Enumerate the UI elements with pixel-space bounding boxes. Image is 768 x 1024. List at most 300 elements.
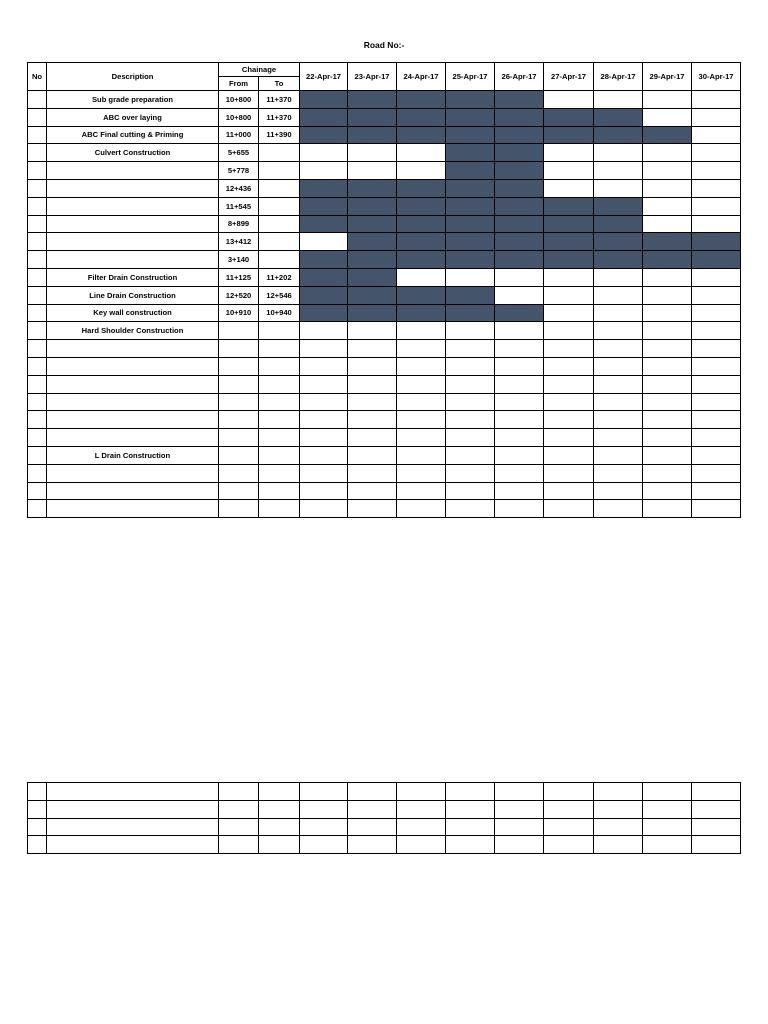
- schedule-filled-cell: [300, 197, 348, 215]
- schedule-filled-cell: [692, 251, 741, 269]
- row-to-cell: [259, 340, 300, 358]
- schedule-filled-cell: [594, 233, 643, 251]
- row-description-cell: ABC over laying: [47, 108, 219, 126]
- table-row: [28, 500, 741, 518]
- schedule-filled-cell: [300, 268, 348, 286]
- schedule-empty-cell: [495, 375, 544, 393]
- schedule-empty-cell: [495, 836, 544, 854]
- schedule-filled-cell: [495, 179, 544, 197]
- schedule-empty-cell: [446, 375, 495, 393]
- schedule-empty-cell: [544, 482, 594, 500]
- row-description-cell: Key wall construction: [47, 304, 219, 322]
- row-no-cell: [28, 251, 47, 269]
- schedule-filled-cell: [348, 215, 397, 233]
- schedule-empty-cell: [397, 144, 446, 162]
- schedule-empty-cell: [495, 286, 544, 304]
- table-row: [28, 446, 741, 464]
- schedule-empty-cell: [544, 162, 594, 180]
- schedule-empty-cell: [397, 393, 446, 411]
- row-from-cell: [219, 818, 259, 836]
- schedule-empty-cell: [446, 357, 495, 375]
- table-row: [28, 393, 741, 411]
- schedule-filled-cell: [495, 108, 544, 126]
- schedule-empty-cell: [594, 482, 643, 500]
- row-description-cell: [47, 340, 219, 358]
- schedule-empty-cell: [446, 429, 495, 447]
- schedule-empty-cell: [348, 818, 397, 836]
- row-description-cell: [47, 783, 219, 801]
- schedule-empty-cell: [495, 446, 544, 464]
- schedule-filled-cell: [348, 197, 397, 215]
- table-row: [28, 286, 741, 304]
- schedule-empty-cell: [692, 215, 741, 233]
- row-to-cell: [259, 800, 300, 818]
- schedule-empty-cell: [397, 500, 446, 518]
- row-no-cell: [28, 179, 47, 197]
- row-from-cell: [219, 375, 259, 393]
- schedule-empty-cell: [446, 783, 495, 801]
- row-no-cell: [28, 429, 47, 447]
- schedule-filled-cell: [594, 215, 643, 233]
- table-row: [28, 836, 741, 854]
- row-from-cell: 10+800: [219, 108, 259, 126]
- schedule-filled-cell: [495, 162, 544, 180]
- schedule-empty-cell: [692, 286, 741, 304]
- schedule-empty-cell: [495, 322, 544, 340]
- schedule-empty-cell: [643, 800, 692, 818]
- row-to-cell: 11+370: [259, 108, 300, 126]
- schedule-filled-cell: [446, 304, 495, 322]
- schedule-empty-cell: [544, 268, 594, 286]
- schedule-empty-cell: [692, 91, 741, 109]
- schedule-filled-cell: [300, 126, 348, 144]
- schedule-empty-cell: [300, 393, 348, 411]
- schedule-empty-cell: [300, 800, 348, 818]
- table-row: [28, 340, 741, 358]
- table-row: [28, 179, 741, 197]
- schedule-empty-cell: [495, 464, 544, 482]
- schedule-empty-cell: [544, 818, 594, 836]
- schedule-empty-cell: [300, 482, 348, 500]
- schedule-empty-cell: [594, 783, 643, 801]
- row-no-cell: [28, 411, 47, 429]
- row-no-cell: [28, 464, 47, 482]
- schedule-empty-cell: [594, 268, 643, 286]
- row-no-cell: [28, 375, 47, 393]
- schedule-empty-cell: [594, 91, 643, 109]
- schedule-filled-cell: [397, 108, 446, 126]
- schedule-filled-cell: [495, 144, 544, 162]
- row-no-cell: [28, 215, 47, 233]
- schedule-empty-cell: [692, 429, 741, 447]
- schedule-empty-cell: [544, 357, 594, 375]
- row-to-cell: [259, 197, 300, 215]
- schedule-filled-cell: [348, 268, 397, 286]
- schedule-filled-cell: [446, 197, 495, 215]
- row-description-cell: [47, 482, 219, 500]
- schedule-empty-cell: [643, 215, 692, 233]
- row-description-cell: [47, 357, 219, 375]
- row-to-cell: [259, 836, 300, 854]
- schedule-empty-cell: [397, 322, 446, 340]
- schedule-body: [28, 91, 741, 518]
- schedule-filled-cell: [348, 233, 397, 251]
- schedule-filled-cell: [544, 251, 594, 269]
- schedule-empty-cell: [495, 800, 544, 818]
- schedule-empty-cell: [594, 446, 643, 464]
- row-description-cell: [47, 464, 219, 482]
- schedule-filled-cell: [348, 126, 397, 144]
- schedule-empty-cell: [692, 375, 741, 393]
- row-no-cell: [28, 197, 47, 215]
- schedule-empty-cell: [594, 818, 643, 836]
- schedule-empty-cell: [348, 836, 397, 854]
- schedule-empty-cell: [397, 818, 446, 836]
- schedule-empty-cell: [643, 411, 692, 429]
- schedule-empty-cell: [643, 268, 692, 286]
- schedule-filled-cell: [397, 233, 446, 251]
- schedule-empty-cell: [544, 179, 594, 197]
- schedule-empty-cell: [300, 429, 348, 447]
- schedule-empty-cell: [397, 464, 446, 482]
- schedule-empty-cell: [300, 357, 348, 375]
- row-description-cell: Filter Drain Construction: [47, 268, 219, 286]
- schedule-empty-cell: [544, 144, 594, 162]
- row-description-cell: [47, 375, 219, 393]
- schedule-empty-cell: [594, 162, 643, 180]
- schedule-empty-cell: [594, 500, 643, 518]
- row-no-cell: [28, 286, 47, 304]
- schedule-empty-cell: [544, 429, 594, 447]
- row-no-cell: [28, 91, 47, 109]
- schedule-table: [27, 62, 741, 518]
- schedule-empty-cell: [643, 144, 692, 162]
- schedule-empty-cell: [397, 340, 446, 358]
- row-description-cell: [47, 179, 219, 197]
- row-description-cell: [47, 233, 219, 251]
- schedule-empty-cell: [348, 482, 397, 500]
- schedule-empty-cell: [300, 818, 348, 836]
- schedule-empty-cell: [300, 446, 348, 464]
- schedule-filled-cell: [348, 91, 397, 109]
- row-no-cell: [28, 818, 47, 836]
- schedule-empty-cell: [446, 464, 495, 482]
- row-to-cell: [259, 215, 300, 233]
- schedule-filled-cell: [446, 108, 495, 126]
- schedule-empty-cell: [692, 340, 741, 358]
- schedule-empty-cell: [643, 179, 692, 197]
- row-no-cell: [28, 162, 47, 180]
- schedule-filled-cell: [397, 179, 446, 197]
- schedule-empty-cell: [594, 464, 643, 482]
- row-description-cell: L Drain Construction: [47, 446, 219, 464]
- schedule-empty-cell: [544, 836, 594, 854]
- schedule-empty-cell: [348, 162, 397, 180]
- row-description-cell: [47, 818, 219, 836]
- schedule-filled-cell: [300, 108, 348, 126]
- table-row: [28, 162, 741, 180]
- schedule-empty-cell: [446, 393, 495, 411]
- schedule-empty-cell: [348, 800, 397, 818]
- schedule-empty-cell: [594, 322, 643, 340]
- schedule-empty-cell: [692, 162, 741, 180]
- table-row: [28, 197, 741, 215]
- row-from-cell: [219, 783, 259, 801]
- row-to-cell: [259, 322, 300, 340]
- row-from-cell: [219, 340, 259, 358]
- schedule-filled-cell: [348, 251, 397, 269]
- schedule-empty-cell: [348, 393, 397, 411]
- table-row: [28, 375, 741, 393]
- table-row: [28, 91, 741, 109]
- schedule-filled-cell: [594, 251, 643, 269]
- schedule-empty-cell: [692, 304, 741, 322]
- schedule-empty-cell: [692, 783, 741, 801]
- schedule-filled-cell: [643, 126, 692, 144]
- schedule-filled-cell: [300, 251, 348, 269]
- schedule-empty-cell: [594, 836, 643, 854]
- schedule-empty-cell: [397, 836, 446, 854]
- schedule-empty-cell: [643, 357, 692, 375]
- row-to-cell: [259, 144, 300, 162]
- schedule-empty-cell: [594, 429, 643, 447]
- schedule-empty-cell: [594, 340, 643, 358]
- schedule-empty-cell: [692, 357, 741, 375]
- row-from-cell: 10+910: [219, 304, 259, 322]
- row-description-cell: Sub grade preparation: [47, 91, 219, 109]
- schedule-empty-cell: [692, 197, 741, 215]
- row-from-cell: 11+000: [219, 126, 259, 144]
- schedule-empty-cell: [643, 464, 692, 482]
- row-to-cell: [259, 251, 300, 269]
- schedule-empty-cell: [446, 446, 495, 464]
- row-to-cell: [259, 783, 300, 801]
- schedule-filled-cell: [397, 91, 446, 109]
- schedule-empty-cell: [300, 322, 348, 340]
- header-description: Description: [47, 63, 219, 91]
- table-row: [28, 783, 741, 801]
- table-row: [28, 233, 741, 251]
- table-row: [28, 251, 741, 269]
- row-description-cell: [47, 197, 219, 215]
- row-description-cell: Culvert Construction: [47, 144, 219, 162]
- row-no-cell: [28, 800, 47, 818]
- blank-schedule-body: [28, 783, 741, 854]
- table-row: [28, 268, 741, 286]
- schedule-empty-cell: [544, 286, 594, 304]
- header-date: 30-Apr-17: [692, 63, 741, 91]
- row-to-cell: [259, 357, 300, 375]
- row-no-cell: [28, 357, 47, 375]
- row-from-cell: 3+140: [219, 251, 259, 269]
- row-no-cell: [28, 322, 47, 340]
- row-from-cell: 5+778: [219, 162, 259, 180]
- row-to-cell: [259, 179, 300, 197]
- schedule-filled-cell: [300, 215, 348, 233]
- schedule-filled-cell: [692, 233, 741, 251]
- schedule-empty-cell: [446, 818, 495, 836]
- row-no-cell: [28, 500, 47, 518]
- schedule-empty-cell: [643, 322, 692, 340]
- schedule-empty-cell: [643, 108, 692, 126]
- schedule-empty-cell: [643, 375, 692, 393]
- schedule-empty-cell: [397, 482, 446, 500]
- schedule-filled-cell: [348, 286, 397, 304]
- row-from-cell: 13+412: [219, 233, 259, 251]
- row-to-cell: [259, 393, 300, 411]
- schedule-empty-cell: [692, 322, 741, 340]
- schedule-empty-cell: [544, 411, 594, 429]
- row-from-cell: [219, 464, 259, 482]
- schedule-filled-cell: [495, 91, 544, 109]
- schedule-empty-cell: [594, 144, 643, 162]
- schedule-empty-cell: [643, 162, 692, 180]
- schedule-filled-cell: [544, 233, 594, 251]
- schedule-empty-cell: [348, 429, 397, 447]
- header-date: 26-Apr-17: [495, 63, 544, 91]
- schedule-filled-cell: [495, 304, 544, 322]
- schedule-empty-cell: [495, 393, 544, 411]
- schedule-filled-cell: [446, 126, 495, 144]
- schedule-filled-cell: [397, 197, 446, 215]
- row-no-cell: [28, 836, 47, 854]
- schedule-empty-cell: [692, 179, 741, 197]
- row-from-cell: 12+520: [219, 286, 259, 304]
- row-to-cell: 12+546: [259, 286, 300, 304]
- schedule-filled-cell: [397, 126, 446, 144]
- row-no-cell: [28, 233, 47, 251]
- schedule-empty-cell: [348, 322, 397, 340]
- row-from-cell: [219, 429, 259, 447]
- schedule-empty-cell: [594, 304, 643, 322]
- schedule-filled-cell: [544, 108, 594, 126]
- schedule-filled-cell: [300, 286, 348, 304]
- schedule-empty-cell: [692, 108, 741, 126]
- schedule-empty-cell: [544, 322, 594, 340]
- schedule-empty-cell: [495, 783, 544, 801]
- schedule-filled-cell: [348, 179, 397, 197]
- schedule-filled-cell: [300, 91, 348, 109]
- schedule-empty-cell: [300, 375, 348, 393]
- header-date: 29-Apr-17: [643, 63, 692, 91]
- row-to-cell: [259, 162, 300, 180]
- schedule-filled-cell: [300, 179, 348, 197]
- schedule-empty-cell: [348, 783, 397, 801]
- schedule-empty-cell: [643, 446, 692, 464]
- schedule-filled-cell: [495, 251, 544, 269]
- schedule-filled-cell: [594, 108, 643, 126]
- schedule-empty-cell: [495, 340, 544, 358]
- row-description-cell: Hard Shoulder Construction: [47, 322, 219, 340]
- schedule-empty-cell: [594, 375, 643, 393]
- schedule-empty-cell: [692, 393, 741, 411]
- schedule-empty-cell: [397, 375, 446, 393]
- table-row: [28, 429, 741, 447]
- row-description-cell: [47, 411, 219, 429]
- schedule-empty-cell: [692, 446, 741, 464]
- schedule-filled-cell: [397, 251, 446, 269]
- schedule-filled-cell: [495, 126, 544, 144]
- schedule-empty-cell: [692, 464, 741, 482]
- row-no-cell: [28, 783, 47, 801]
- row-to-cell: 11+390: [259, 126, 300, 144]
- row-description-cell: [47, 429, 219, 447]
- schedule-empty-cell: [495, 429, 544, 447]
- schedule-empty-cell: [544, 446, 594, 464]
- schedule-filled-cell: [643, 251, 692, 269]
- schedule-empty-cell: [594, 393, 643, 411]
- schedule-filled-cell: [544, 126, 594, 144]
- page-title: Road No:-: [363, 40, 405, 50]
- schedule-empty-cell: [495, 482, 544, 500]
- row-no-cell: [28, 126, 47, 144]
- row-to-cell: [259, 500, 300, 518]
- row-no-cell: [28, 144, 47, 162]
- schedule-empty-cell: [643, 286, 692, 304]
- schedule-empty-cell: [397, 446, 446, 464]
- schedule-empty-cell: [446, 836, 495, 854]
- schedule-filled-cell: [594, 197, 643, 215]
- schedule-empty-cell: [495, 268, 544, 286]
- row-to-cell: [259, 411, 300, 429]
- header-date: 27-Apr-17: [544, 63, 594, 91]
- schedule-empty-cell: [397, 783, 446, 801]
- schedule-empty-cell: [594, 411, 643, 429]
- header-no: No: [28, 63, 47, 91]
- schedule-empty-cell: [446, 411, 495, 429]
- schedule-empty-cell: [643, 197, 692, 215]
- table-row: [28, 482, 741, 500]
- header-date: 25-Apr-17: [446, 63, 495, 91]
- schedule-empty-cell: [692, 126, 741, 144]
- row-no-cell: [28, 482, 47, 500]
- schedule-empty-cell: [544, 340, 594, 358]
- table-row: [28, 144, 741, 162]
- schedule-empty-cell: [643, 340, 692, 358]
- schedule-filled-cell: [544, 215, 594, 233]
- table-row: [28, 357, 741, 375]
- schedule-empty-cell: [495, 357, 544, 375]
- schedule-empty-cell: [692, 836, 741, 854]
- row-from-cell: [219, 357, 259, 375]
- schedule-empty-cell: [594, 357, 643, 375]
- schedule-filled-cell: [397, 215, 446, 233]
- schedule-empty-cell: [692, 411, 741, 429]
- table-row: [28, 126, 741, 144]
- row-no-cell: [28, 304, 47, 322]
- header-date: 28-Apr-17: [594, 63, 643, 91]
- header-row: [28, 63, 741, 77]
- table-row: [28, 304, 741, 322]
- schedule-empty-cell: [544, 304, 594, 322]
- schedule-empty-cell: [495, 500, 544, 518]
- header-date: 22-Apr-17: [300, 63, 348, 91]
- row-to-cell: 11+370: [259, 91, 300, 109]
- row-description-cell: [47, 251, 219, 269]
- schedule-empty-cell: [300, 411, 348, 429]
- schedule-empty-cell: [397, 357, 446, 375]
- row-from-cell: 10+800: [219, 91, 259, 109]
- schedule-empty-cell: [643, 783, 692, 801]
- schedule-empty-cell: [544, 375, 594, 393]
- schedule-empty-cell: [495, 411, 544, 429]
- schedule-empty-cell: [544, 800, 594, 818]
- schedule-empty-cell: [348, 357, 397, 375]
- schedule-empty-cell: [397, 162, 446, 180]
- schedule-filled-cell: [446, 286, 495, 304]
- row-description-cell: [47, 800, 219, 818]
- row-no-cell: [28, 268, 47, 286]
